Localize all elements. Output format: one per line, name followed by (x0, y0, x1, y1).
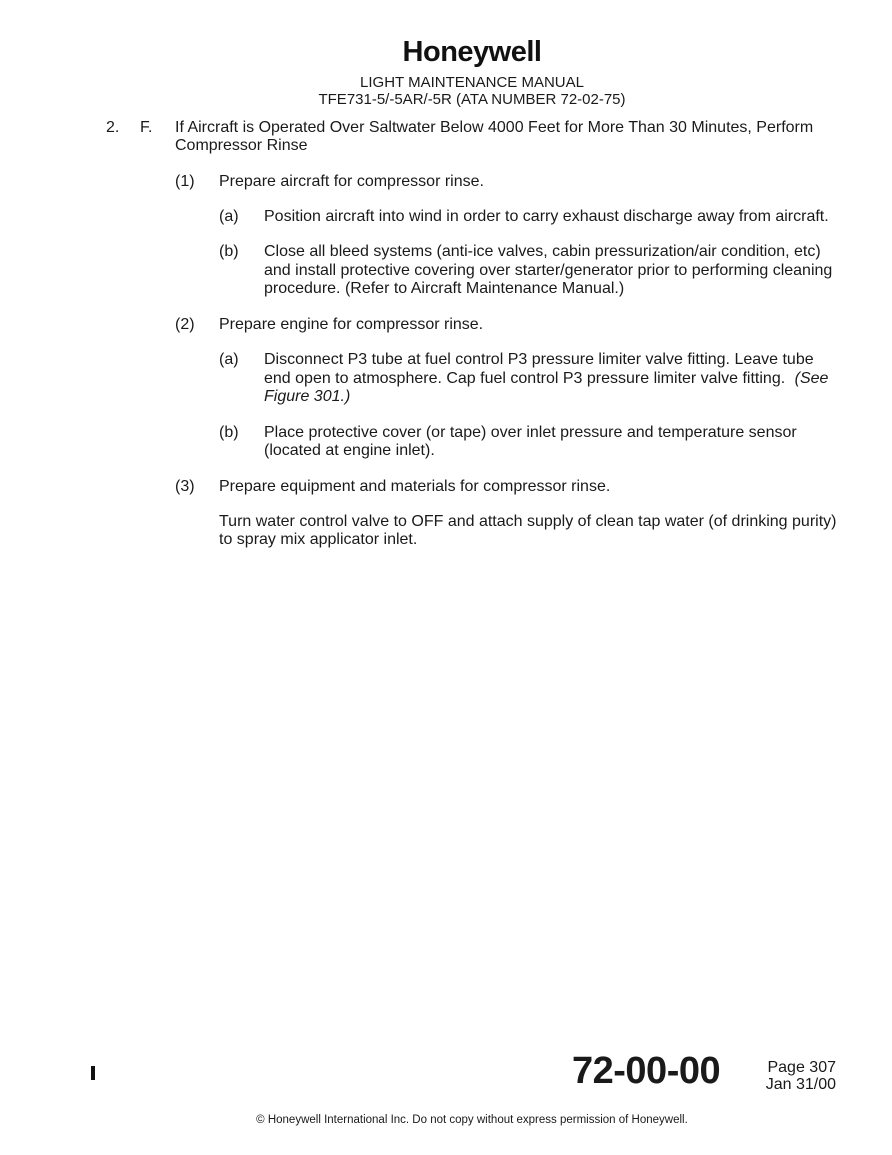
figure-reference: Figure 301.) (264, 388, 351, 405)
page-number: Page 307 (767, 1059, 836, 1076)
step-3-text: Prepare equipment and materials for compressor rinse. (219, 478, 611, 495)
step-2b-line2: (located at engine inlet). (264, 442, 435, 459)
step-3-label: (3) (175, 478, 195, 495)
step-3-para-line2: to spray mix applicator inlet. (219, 531, 418, 548)
step-2b-label: (b) (219, 424, 239, 441)
copyright-notice: © Honeywell International Inc. Do not copy without express permission of Honeywell. (256, 1114, 688, 1126)
figure-reference-start: (See (794, 370, 829, 387)
manual-subtitle: TFE731-5/-5AR/-5R (ATA NUMBER 72-02-75) (318, 91, 626, 108)
step-3-para-line1: Turn water control valve to OFF and attach supply of clean tap water (of drinking purity) (219, 513, 837, 530)
step-1b-line1: Close all bleed systems (anti-ice valves, cabin pressurization/air condition, etc) (264, 243, 821, 260)
step-2a-line2-text: end open to atmosphere. Cap fuel control P3 pressure limiter valve fitting. (264, 370, 786, 387)
step-2-text: Prepare engine for compressor rinse. (219, 316, 484, 333)
step-1a-line1: Position aircraft into wind in order to carry exhaust discharge away from aircraft. (264, 208, 829, 225)
step-1-label: (1) (175, 173, 195, 190)
section-code: 72-00-00 (572, 1050, 721, 1092)
step-2-label: (2) (175, 316, 195, 333)
section-title-line1: If Aircraft is Operated Over Saltwater Below 4000 Feet for More Than 30 Minutes, Perform (175, 119, 814, 136)
step-2a-line1: Disconnect P3 tube at fuel control P3 pressure limiter valve fitting. Leave tube (264, 351, 814, 368)
page-date: Jan 31/00 (765, 1075, 836, 1093)
step-2a-label: (a) (219, 351, 239, 368)
change-bar (91, 1066, 95, 1080)
step-1b-label: (b) (219, 243, 239, 260)
section-number: 2. (106, 119, 120, 136)
honeywell-logo: Honeywell (402, 36, 542, 68)
step-1a-label: (a) (219, 208, 239, 225)
step-1b-line3: procedure. (Refer to Aircraft Maintenance Manual.) (264, 280, 625, 297)
manual-title: LIGHT MAINTENANCE MANUAL (360, 74, 584, 91)
section-letter: F. (140, 119, 153, 136)
page-info (764, 1060, 836, 1093)
step-2b-line1: Place protective cover (or tape) over inlet pressure and temperature sensor (264, 424, 797, 441)
section-title-line2: Compressor Rinse (175, 137, 308, 154)
step-1-text: Prepare aircraft for compressor rinse. (219, 173, 484, 190)
step-2a-line2 (264, 370, 828, 389)
step-1b-line2: and install protective covering over starter/generator prior to performing cleaning (264, 262, 833, 279)
